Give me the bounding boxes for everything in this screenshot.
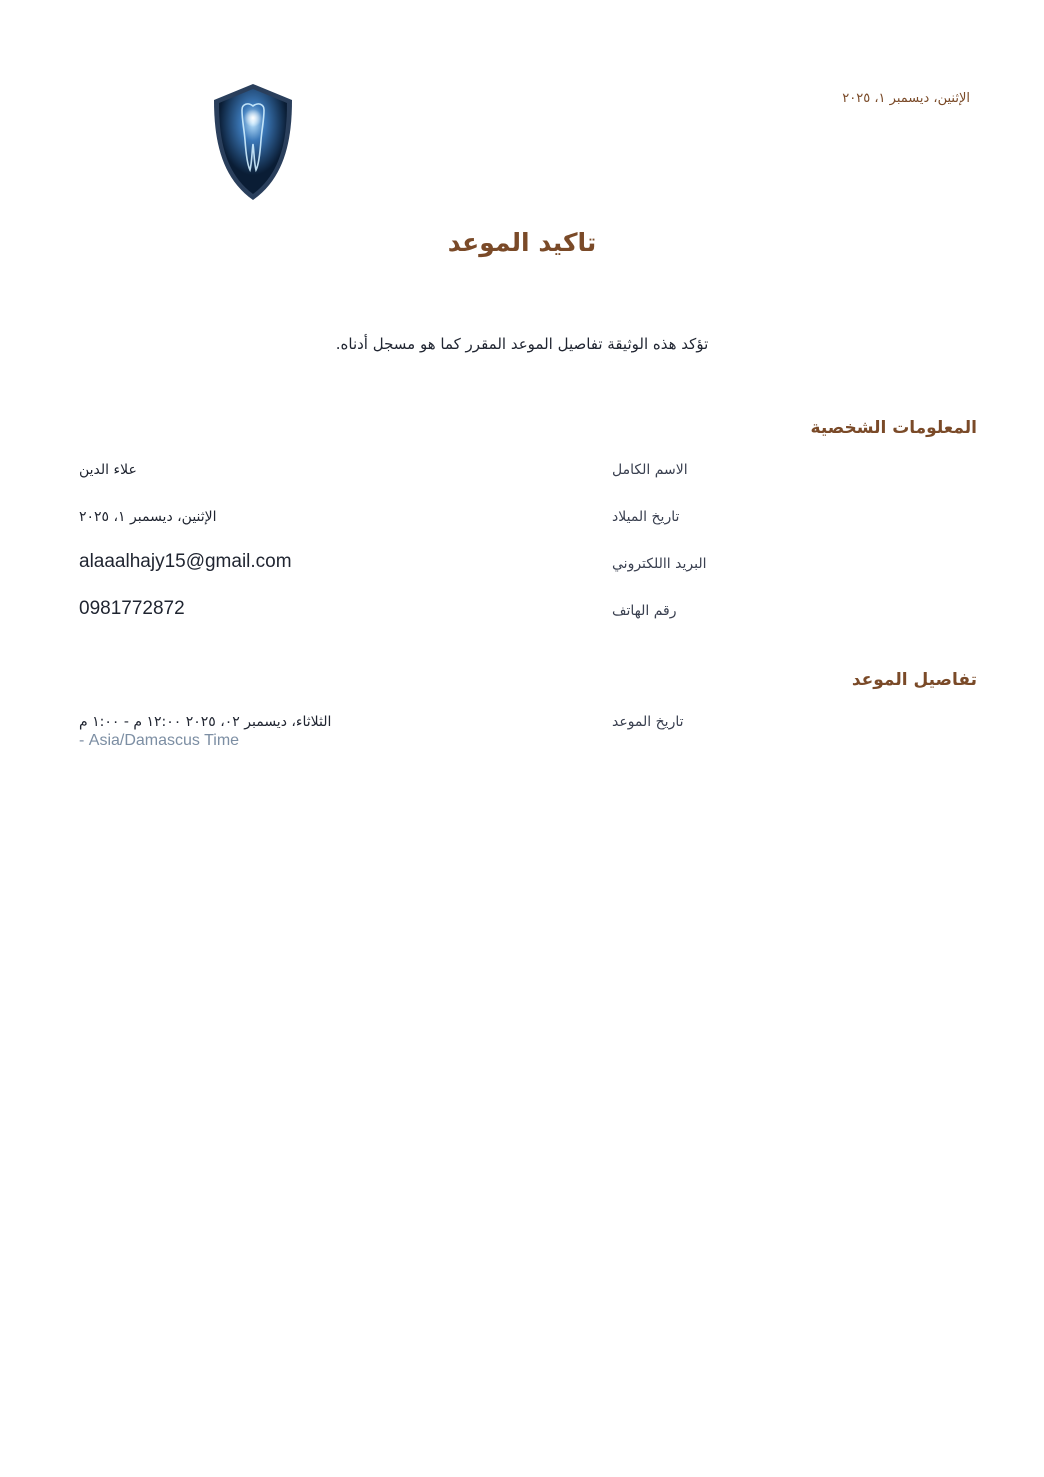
email-label: البريد االلكتروني [612, 556, 707, 572]
birth-date-label: تاريخ الميلاد [612, 509, 680, 525]
phone-label: رقم الهاتف [612, 603, 677, 619]
personal-info-heading: المعلومات الشخصية [810, 418, 977, 438]
tooth-shield-icon [212, 82, 294, 202]
intro-text: تؤكد هذه الوثيقة تفاصيل الموعد المقرر كما هو مسجل أدناه. [335, 335, 709, 353]
appointment-date-label: تاريخ الموعد [612, 714, 684, 730]
full-name-label: الاسم الكامل [612, 462, 688, 478]
appointment-date-value: الثلاثاء، ديسمبر ٠٢، ٢٠٢٥ ١٢:٠٠ م - ١:٠٠ م [79, 714, 332, 730]
full-name-value: علاء الدين [79, 462, 137, 478]
document-date: الإثنين، ديسمبر ١، ٢٠٢٥ [842, 91, 970, 106]
page-title: تاكيد الموعد [447, 228, 597, 257]
timezone-value: Asia/Damascus Time - [79, 732, 240, 749]
appointment-heading: تفاصيل الموعد [851, 670, 977, 690]
email-value: alaaalhajy15@gmail.com [79, 551, 292, 572]
birth-date-value: الإثنين، ديسمبر ١، ٢٠٢٥ [79, 509, 217, 525]
phone-value: 0981772872 [79, 598, 185, 619]
